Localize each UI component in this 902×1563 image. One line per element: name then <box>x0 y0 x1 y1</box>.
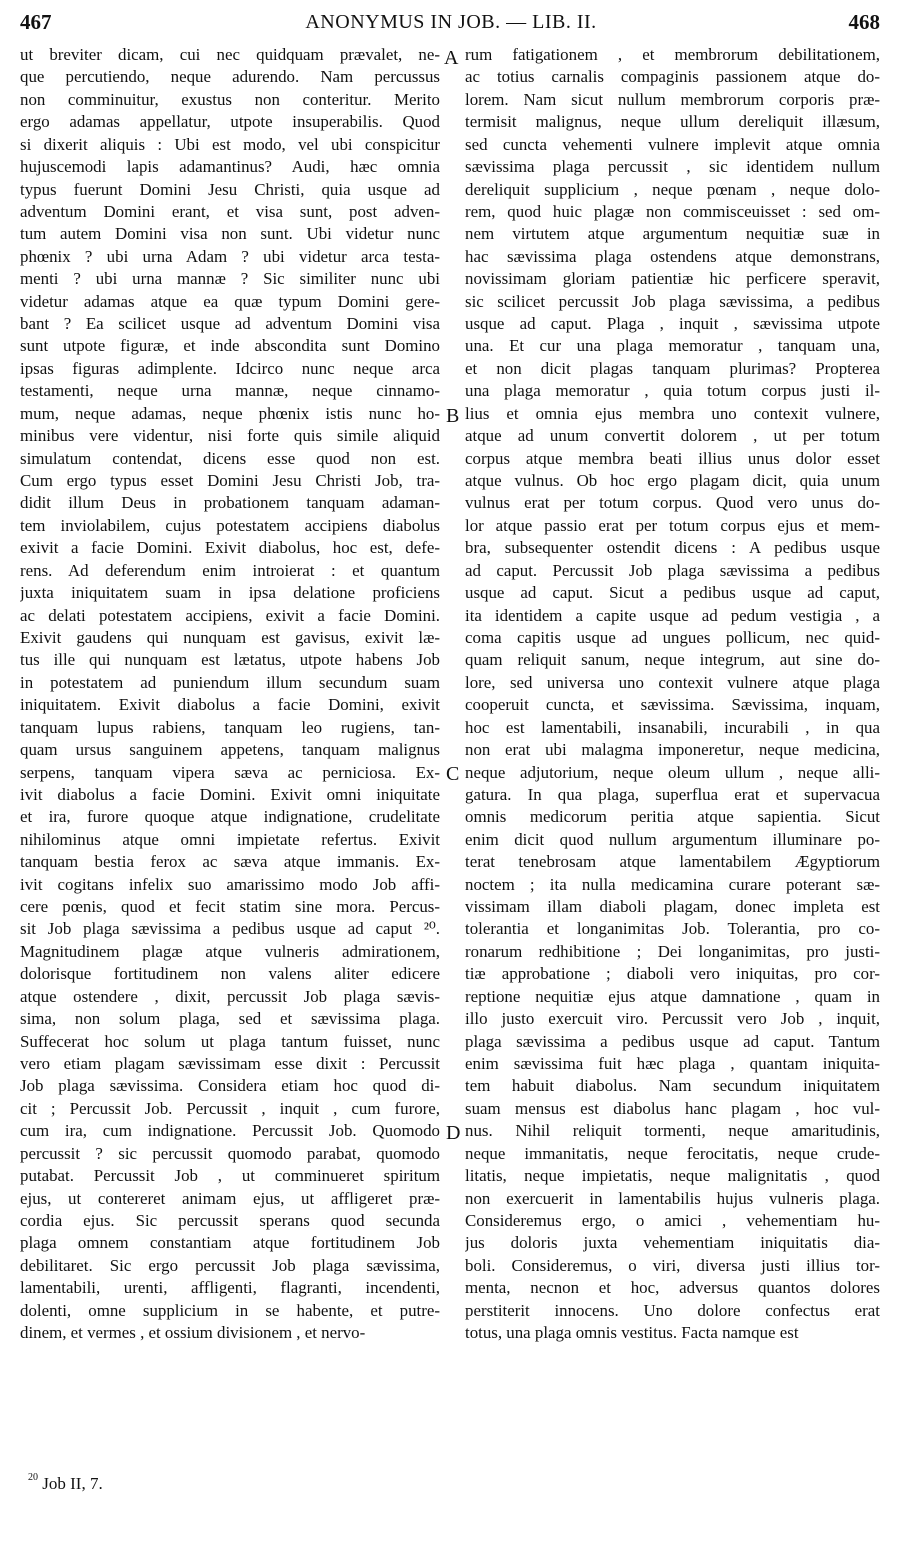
text-line: hujuscemodi lapis adamantinus? Audi, hæc omnia <box>20 157 440 177</box>
text-line: vulnus erat per totum corpus. Quod vero unus do- <box>465 493 880 513</box>
text-line: lor atque passio erat per totum corpus ejus et mem- <box>465 515 880 535</box>
text-line: vissimam illam diaboli plagam, donec impleta est <box>465 897 880 917</box>
text-line: corpus atque membra beati illius unus dolor esset <box>465 448 880 468</box>
text-line: boli. Consideremus, o viri, diversa justi illius tor- <box>465 1255 880 1275</box>
footnote-text: Job II, 7. <box>42 1474 103 1493</box>
text-line: que percutiendo, neque adurendo. Nam percussus <box>20 67 440 87</box>
text-line: nem virtutem atque argumentum nequitiæ suæ in <box>465 224 880 244</box>
text-line: ronarum redhibitione ; Dei longanimitas, pro justi- <box>465 941 880 961</box>
text-line: phœnix ? ubi urna Adam ? ubi videtur arca testa- <box>20 246 440 266</box>
text-line: totus, una plaga omnis vestitus. Facta namque est <box>465 1323 799 1343</box>
text-line: bra, subsequenter ostendit dicens : A pedibus usque <box>465 538 880 558</box>
text-line: mum, neque adamas, neque phœnix istis nunc ho- <box>20 403 440 423</box>
text-line: menti ? ubi urna mannæ ? Sic similiter nunc ubi <box>20 269 440 289</box>
text-line: noctem ; ita nulla medicamina curare poterant sæ- <box>465 874 880 894</box>
text-line: ipsas figuras adimplente. Idcirco nunc neque arca <box>20 358 440 378</box>
text-line: putabat. Percussit Job , ut comminueret spiritum <box>20 1166 440 1186</box>
text-line: cum ira, cum indignatione. Percussit Job. Quomodo <box>20 1121 440 1141</box>
page-header <box>0 0 902 40</box>
text-line: exivit a facie Domini. Exivit diabolus, hoc est, defe- <box>20 538 440 558</box>
text-line: et non dicit plagas tanquam plurimas? Propterea <box>465 358 880 378</box>
text-line: plaga omnem constantiam atque fortitudinem Job <box>20 1233 440 1253</box>
text-line: ac totius carnalis compaginis passionem atque do- <box>465 67 880 87</box>
text-line: rum fatigationem , et membrorum debilitationem, <box>465 45 880 64</box>
text-line: debilitaret. Sic ergo percussit Job plaga sævissima, <box>20 1255 440 1275</box>
text-line: tem inviolabilem, cujus potestatem accipiens diabolus <box>20 515 440 535</box>
text-line: ivit cogitans infelix suo amarissimo modo Job affi- <box>20 874 440 894</box>
text-line: non comminuitur, exustus non conteritur. Merito <box>20 89 440 109</box>
text-line: lorem. Nam sicut nullum membrorum corporis præ- <box>465 89 880 109</box>
text-line: enim sævissima fuit hæc plaga , quantam iniquita- <box>465 1053 880 1073</box>
text-line: omnis medicorum peritia atque sapientia. Sicut <box>465 807 880 827</box>
text-line: testamenti, neque urna mannæ, neque cinnamo- <box>20 381 440 401</box>
text-line: tanquam bestia ferox ac sæva atque immanis. Ex- <box>20 852 440 872</box>
text-line: Exivit gaudens qui nunquam est gavisus, exivit læ- <box>20 627 440 647</box>
text-line: suam mensus est diabolus hanc plagam , hoc vul- <box>465 1098 880 1118</box>
page-number-right: 468 <box>848 10 880 34</box>
text-line: tem habuit diabolus. Nam secundum iniquitatem <box>465 1076 880 1096</box>
margin-letter-b: B <box>446 405 460 427</box>
text-line: bant ? Ea scilicet usque ad adventum Domini visa <box>20 314 440 334</box>
text-line: non exercuerit in lamentabilis hujus vulneris plaga. <box>465 1188 880 1208</box>
text-line: minibus vere videntur, nisi forte quis simile aliquid <box>20 426 440 446</box>
text-line: novissimam gloriam patientiæ hic perficere speravit, <box>465 269 880 289</box>
right-column <box>465 44 880 1344</box>
text-line: dolenti, omne supplicium in se habente, et putre- <box>20 1300 440 1320</box>
text-line: jus doloris juxta vehementiam iniquitatis dia- <box>465 1233 880 1253</box>
text-line: sunt utpote figuræ, et inde abscondita sunt Domino <box>20 336 440 356</box>
text-line: nihilominus atque omni impietate refertus. Exivit <box>20 829 440 849</box>
text-line: dereliquit supplicium , neque pœnam , neque dolo- <box>465 179 880 199</box>
text-line: Consideremus ergo, o amici , vehementiam hu- <box>465 1210 880 1230</box>
text-line: ivit diabolus a facie Domini. Exivit omni iniquitate <box>20 784 440 804</box>
text-line: typus fuerunt Domini Jesu Christi, quia usque ad <box>20 179 440 199</box>
footnote <box>28 1474 103 1494</box>
running-title: ANONYMUS IN JOB. — LIB. II. <box>305 11 597 33</box>
text-line: lius et omnia ejus membra uno contexit vulnere, <box>465 403 880 423</box>
text-line: usque ad caput. Sicut a pedibus usque ad caput, <box>465 583 880 603</box>
text-line: tus ille qui nunquam est lætatus, utpote habens Job <box>20 650 440 670</box>
text-line: ad caput. Percussit Job plaga sævissima a pedibus <box>465 560 880 580</box>
text-line: reptione nequitiæ ejus atque damnatione , quam in <box>465 986 880 1006</box>
text-line: si dixerit aliquis : Ubi est modo, vel ubi conspicitur <box>20 134 440 154</box>
text-line: ergo adamas appellatur, utpote insuperabilis. Quod <box>20 112 440 132</box>
text-line: Magnitudinem plagæ atque vulneris admirationem, <box>20 941 440 961</box>
text-line: dinem, et vermes , et ossium divisionem , et nervo- <box>20 1323 366 1343</box>
footnote-marker: 20 <box>28 1472 38 1483</box>
text-line: lamentabili, urenti, affligenti, flagranti, incendenti, <box>20 1278 440 1298</box>
text-line: plaga sævissima a pedibus usque ad caput. Tantum <box>465 1031 880 1051</box>
text-line: hoc est lamentabili, insanabili, incurabili , in qua <box>465 717 880 737</box>
text-line: didit illum Deus in probationem tanquam adaman- <box>20 493 440 513</box>
text-line: neque adjutorium, neque oleum ullum , neque alli- <box>465 762 880 782</box>
text-line: in potestatem ad puniendum illum secundum suam <box>20 672 440 692</box>
text-line: tolerantia et longanimitas Job. Tolerantia, pro co- <box>465 919 880 939</box>
text-line: quam ursus sanguinem appetens, tanquam malignus <box>20 740 440 760</box>
margin-letter-c: C <box>446 763 460 785</box>
text-line: quam reliquit sanum, neque integrum, aut sine do- <box>465 650 880 670</box>
text-line: usque ad caput. Plaga , inquit , sævissima utpote <box>465 314 880 334</box>
text-line: juxta iniquitatem suam in ipsa delatione proficiens <box>20 583 440 603</box>
text-line: tanquam lupus rabiens, tanquam leo rugiens, tan- <box>20 717 440 737</box>
text-line: neque immanitatis, neque ferocitatis, neque crude- <box>465 1143 880 1163</box>
text-line: sima, non solum plaga, sed et sævissima plaga. <box>20 1009 440 1029</box>
text-line: sævissima plaga percussit , sic identidem nullum <box>465 157 880 177</box>
text-line: termisit malignus, neque ullum dereliquit illæsum, <box>465 112 880 132</box>
text-line: sed cuncta vehementi vulnere implevit atque omnia <box>465 134 880 154</box>
text-line: atque ostendere , dixit, percussit Job plaga sævis- <box>20 986 440 1006</box>
text-line: ut breviter dicam, cui nec quidquam prævalet, ne- <box>20 45 440 64</box>
text-line: illo justo exercuit viro. Percussit vero Job , inquit, <box>465 1009 880 1029</box>
text-line: perstiterit innocens. Uno dolore confectus erat <box>465 1300 880 1320</box>
text-line: lore, sed universa uno contexit vulnere atque plaga <box>465 672 880 692</box>
text-line: sit Job plaga sævissima a pedibus usque ad caput ²⁰. <box>20 919 440 939</box>
left-column <box>20 44 440 1344</box>
text-line: Cum ergo typus esset Domini Jesu Christi Job, tra- <box>20 471 440 491</box>
text-line: et ira, furore quoque atque indignatione, crudelitate <box>20 807 440 827</box>
text-line: adventum Domini erant, et visa sunt, post adven- <box>20 201 440 221</box>
text-line: una plaga memoratur , quia totum corpus justi il- <box>465 381 880 401</box>
text-line: sic scilicet percussit Job plaga sævissima, a pedibus <box>465 291 880 311</box>
text-line: non erat ubi malagma imponeretur, neque medicina, <box>465 740 880 760</box>
text-line: una. Et cur una plaga memoratur , tanquam una, <box>465 336 880 356</box>
text-line: hac sævissima plaga ostendens atque demonstrans, <box>465 246 880 266</box>
text-line: cooperuit cuncta, et sævissima. Sævissima, inquam, <box>465 695 880 715</box>
text-line: cordia ejus. Sic percussit sperans quod secunda <box>20 1210 440 1230</box>
text-line: Job plaga sævissima. Considera etiam hoc quod di- <box>20 1076 440 1096</box>
text-line: gatura. In qua plaga, superflua erat et supervacua <box>465 784 880 804</box>
text-line: videtur adamas atque ea quæ typum Domini gere- <box>20 291 440 311</box>
text-line: ita identidem a capite usque ad pedum vestigia , a <box>465 605 880 625</box>
text-line: simulatum contendat, dicens esse quod non est. <box>20 448 440 468</box>
text-line: terat tenebrosam atque lamentabilem Ægyptiorum <box>465 852 880 872</box>
text-line: ejus, ut contereret animam ejus, ut affligeret præ- <box>20 1188 440 1208</box>
text-line: percussit ? sic percussit quomodo parabat, quomodo <box>20 1143 440 1163</box>
text-line: tiæ approbatione ; diaboli vero iniquitas, pro cor- <box>465 964 880 984</box>
text-line: rem, quod huic plagæ non commisceuisset : sed om- <box>465 201 880 221</box>
text-line: litatis, neque impietatis, neque malignitatis , quod <box>465 1166 880 1186</box>
text-line: rens. Ad deferendum enim introierat : et quantum <box>20 560 440 580</box>
text-line: ac delati potestatem accipiens, exivit a facie Domini. <box>20 605 440 625</box>
text-line: coma capitis usque ad ungues pollicum, nec quid- <box>465 627 880 647</box>
text-line: menta, necnon et hoc, adversus quantos dolores <box>465 1278 880 1298</box>
text-line: atque ad unum convertit dolorem , ut per totum <box>465 426 880 446</box>
text-line: atque vulnus. Ob hoc ergo plagam dicit, quia unum <box>465 471 880 491</box>
text-line: Suffecerat hoc solum ut plaga tantum fuisset, nunc <box>20 1031 440 1051</box>
text-line: iniquitatem. Exivit diabolus a facie Domini, exivit <box>20 695 440 715</box>
margin-letter-d: D <box>446 1122 461 1144</box>
text-line: cit ; Percussit Job. Percussit , inquit , cum furore, <box>20 1098 440 1118</box>
margin-letter-a: A <box>444 47 459 69</box>
text-line: serpens, tanquam vipera sæva ac perniciosa. Ex- <box>20 762 440 782</box>
text-line: vero etiam plagam sævissimam esse dixit : Percussit <box>20 1053 440 1073</box>
text-line: nus. Nihil reliquit tormenti, neque amaritudinis, <box>465 1121 880 1141</box>
text-line: tum autem Domini visa non sunt. Ubi videtur nunc <box>20 224 440 244</box>
text-line: cere pœnis, quod et fecit statim sine mora. Percus- <box>20 897 440 917</box>
page-number-left: 467 <box>20 10 52 34</box>
text-line: enim dicit quod nullum argumentum illuminare po- <box>465 829 880 849</box>
text-line: dolorisque fortitudinem non valens aliter edicere <box>20 964 440 984</box>
